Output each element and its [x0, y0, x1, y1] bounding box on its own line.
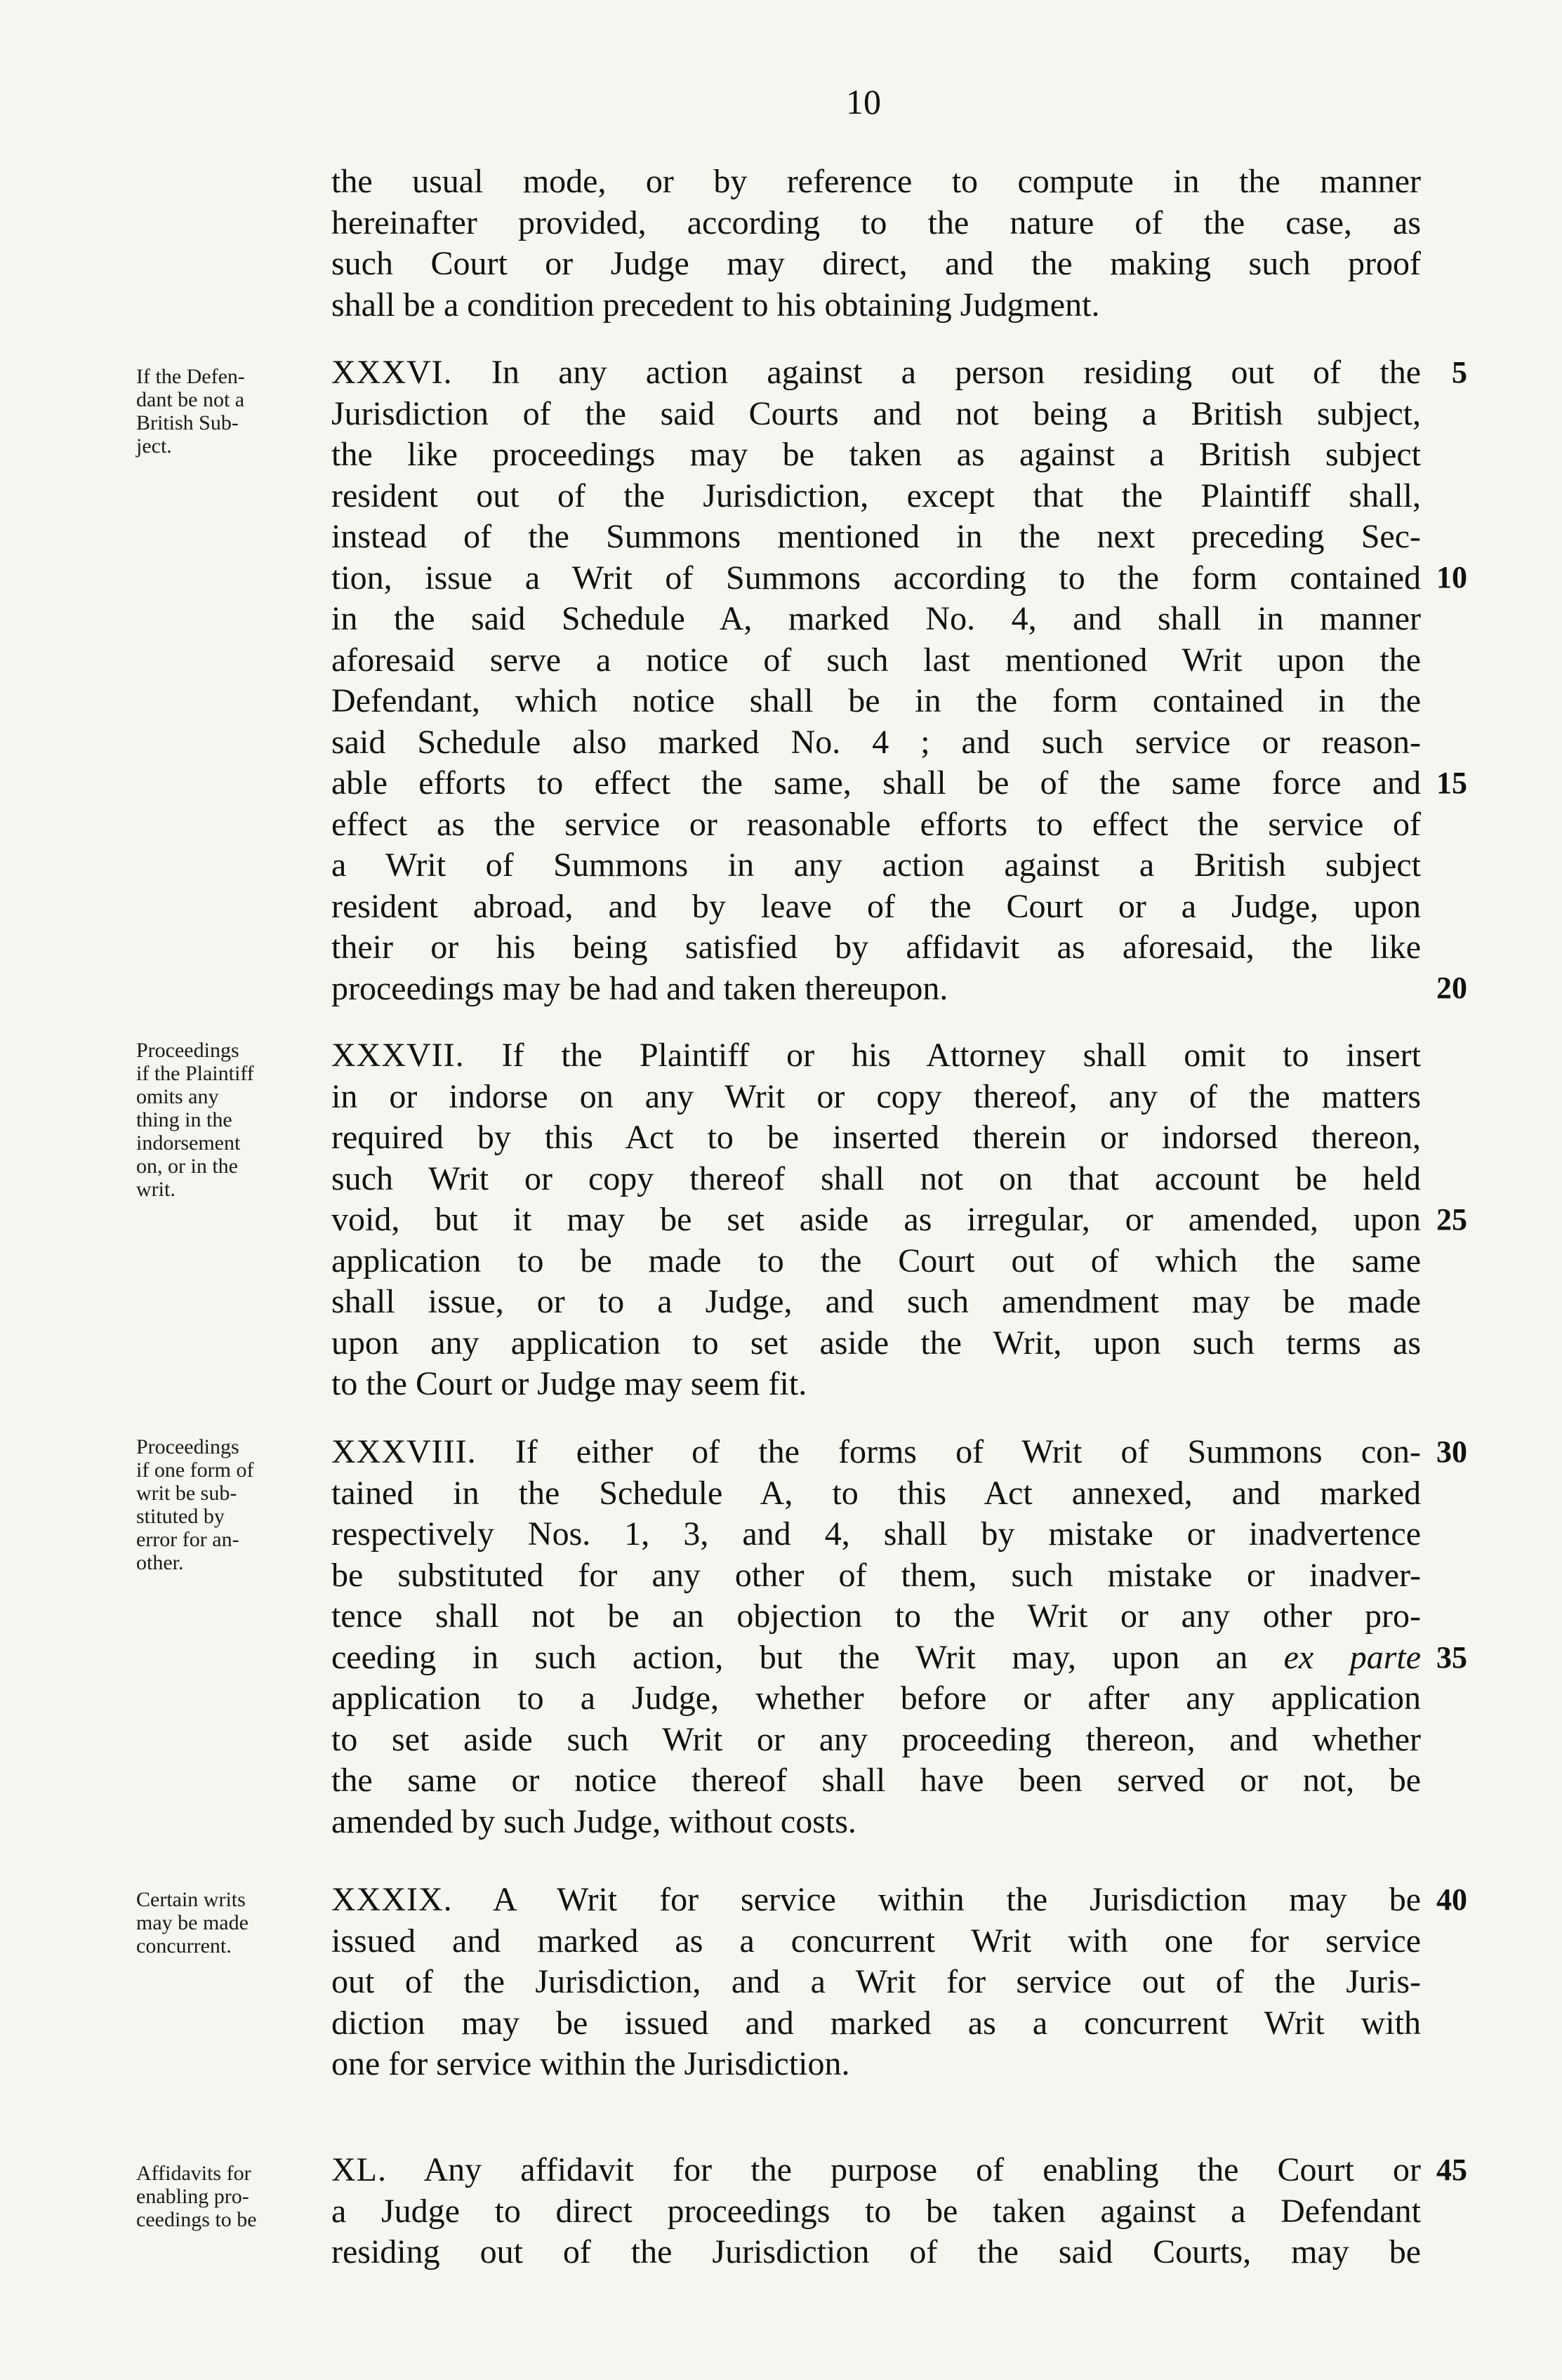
text-line: a Writ of Summons in any action against a British subject [331, 846, 1421, 884]
text-line: respectively Nos. 1, 3, and 4, shall by mistake or inadvertence [331, 1515, 1421, 1553]
margin-note-xxxix: Certain writs may be made concurrent. [136, 1888, 249, 1957]
text-line: their or his being satisfied by affidavit as aforesaid, the like [331, 929, 1421, 966]
text-line: upon any application to set aside the Writ, upon such terms as [331, 1324, 1421, 1362]
line-number: 20 [1436, 971, 1467, 1005]
section-number: XXXVIII. [331, 1433, 477, 1470]
text-line: required by this Act to be inserted therein or indorsed thereon, [331, 1119, 1421, 1156]
text-line: effect as the service or reasonable efforts to effect the service of [331, 805, 1421, 843]
line-number: 30 [1436, 1435, 1467, 1469]
line-number: 10 [1436, 560, 1467, 594]
section-xxxvii [331, 1035, 1421, 1405]
section-xxxviii [331, 1432, 1421, 1842]
section-xxxix [331, 1880, 1421, 2085]
intro-paragraph [331, 161, 1421, 326]
margin-note-xxxvii: Proceedings if the Plaintiff omits any thing in the indorsement on, or in the writ. [136, 1039, 254, 1201]
section-number: XXXIX. [331, 1881, 453, 1918]
line-number: 40 [1436, 1882, 1467, 1917]
line-number: 15 [1436, 766, 1467, 800]
text-line: such Court or Judge may direct, and the making such proof [331, 245, 1421, 282]
text-line: resident abroad, and by leave of the Court or a Judge, upon [331, 887, 1421, 925]
text-line: hereinafter provided, according to the nature of the case, as [331, 204, 1421, 241]
text-line: one for service within the Jurisdiction. [331, 2045, 850, 2082]
text-line: instead of the Summons mentioned in the next preceding Sec- [331, 518, 1421, 555]
text-line: such Writ or copy thereof shall not on that account be held [331, 1159, 1421, 1197]
text-line: tence shall not be an objection to the Writ or any other pro- [331, 1597, 1421, 1635]
text-line: XXXVII. If the Plaintiff or his Attorney shall omit to insert [331, 1037, 1421, 1074]
text-line: XXXIX. A Writ for service within the Jurisdiction may be [331, 1881, 1421, 1918]
text-line: the like proceedings may be taken as against a British subject [331, 436, 1421, 473]
text-line: issued and marked as a concurrent Writ with one for service [331, 1922, 1421, 1960]
text-line: XXXVIII. If either of the forms of Writ of Summons con- [331, 1433, 1421, 1470]
section-xxxvi [331, 352, 1421, 1009]
text-line: XL. Any affidavit for the purpose of enabling the Court or [331, 2151, 1421, 2188]
text-line: tion, issue a Writ of Summons according to the form contained [331, 559, 1421, 597]
text-line: out of the Jurisdiction, and a Writ for service out of the Juris- [331, 1963, 1421, 2000]
text-line: diction may be issued and marked as a concurrent Writ with [331, 2004, 1421, 2042]
text-line: the same or notice thereof shall have been served or not, be [331, 1762, 1421, 1799]
text-line: residing out of the Jurisdiction of the said Courts, may be [331, 2233, 1421, 2271]
text-line: ceeding in such action, but the Writ may, upon an ex parte [331, 1638, 1421, 1676]
margin-note-xxxviii: Proceedings if one form of writ be sub- stituted by error for an- other. [136, 1435, 254, 1574]
section-number: XXXVI. [331, 354, 453, 391]
text-line: void, but it may be set aside as irregular, or amended, upon [331, 1201, 1421, 1238]
text-line: resident out of the Jurisdiction, except that the Plaintiff shall, [331, 477, 1421, 514]
text-line: in the said Schedule A, marked No. 4, and shall in manner [331, 600, 1421, 637]
text-line: be substituted for any other of them, such mistake or inadver- [331, 1556, 1421, 1594]
section-xl [331, 2150, 1421, 2273]
text-line: said Schedule also marked No. 4 ; and such service or reason- [331, 723, 1421, 761]
text-line: aforesaid serve a notice of such last mentioned Writ upon the [331, 641, 1421, 679]
text-line: application to a Judge, whether before or after any application [331, 1680, 1421, 1717]
text-line: able efforts to effect the same, shall be of the same force and [331, 764, 1421, 802]
text-line: XXXVI. In any action against a person residing out of the [331, 354, 1421, 391]
text-line: a Judge to direct proceedings to be taken against a Defendant [331, 2192, 1421, 2230]
section-number: XL. [331, 2151, 387, 2188]
line-number: 5 [1452, 355, 1467, 390]
page-number: 10 [846, 82, 881, 121]
text-line: application to be made to the Court out of which the same [331, 1242, 1421, 1279]
text-line: Jurisdiction of the said Courts and not being a British subject, [331, 394, 1421, 432]
italic-phrase: ex parte [1283, 1638, 1421, 1676]
line-number: 25 [1436, 1202, 1467, 1237]
margin-note-xl: Affidavits for enabling pro- ceedings to be [136, 2162, 257, 2231]
text-line: to the Court or Judge may seem fit. [331, 1365, 807, 1402]
line-number: 35 [1436, 1640, 1467, 1675]
text-line: the usual mode, or by reference to compute in the manner [331, 163, 1421, 200]
text-line: in or indorse on any Writ or copy thereof, any of the matters [331, 1077, 1421, 1115]
section-number: XXXVII. [331, 1037, 465, 1074]
text-line: shall issue, or to a Judge, and such amendment may be made [331, 1283, 1421, 1320]
margin-note-xxxvi: If the Defen- dant be not a British Sub- ject. [136, 365, 245, 458]
text-line: shall be a condition precedent to his obtaining Judgment. [331, 286, 1100, 324]
text-line: proceedings may be had and taken thereupon. [331, 969, 948, 1007]
text-line: tained in the Schedule A, to this Act annexed, and marked [331, 1474, 1421, 1512]
text-line: amended by such Judge, without costs. [331, 1802, 856, 1840]
text-line: to set aside such Writ or any proceeding thereon, and whether [331, 1720, 1421, 1758]
line-number: 45 [1436, 2153, 1467, 2187]
text-line: Defendant, which notice shall be in the form contained in the [331, 682, 1421, 719]
